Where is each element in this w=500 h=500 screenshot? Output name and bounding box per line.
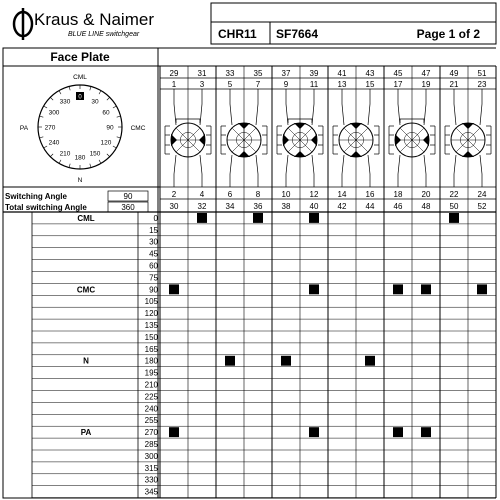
dial-angle-label: 330 [59, 98, 71, 106]
table-row [32, 238, 496, 248]
table-row [32, 356, 496, 367]
angle-label: 75 [149, 273, 158, 283]
contact-closed-mark [421, 284, 431, 294]
table-row [32, 476, 496, 486]
contact-closed-mark [169, 284, 179, 294]
dial-angle-label: 150 [89, 150, 101, 158]
contact-number-top: 23 [477, 80, 487, 89]
terminal-number-top: 35 [253, 69, 263, 78]
angle-label: 135 [144, 321, 158, 330]
table-row [32, 345, 496, 355]
contact-closed-mark [393, 427, 403, 437]
table-row [32, 392, 496, 402]
terminal-number-top: 37 [281, 69, 291, 78]
table-row [32, 213, 496, 224]
terminal-number-bottom: 40 [309, 202, 319, 211]
contact-number-bottom: 14 [337, 190, 347, 199]
contact-closed-mark [169, 427, 179, 437]
table-row [32, 369, 496, 379]
brand-tagline: BLUE LINE switchgear [68, 31, 140, 38]
code-label: SF7664 [276, 27, 319, 41]
angle-label: 345 [144, 487, 158, 497]
model-label: CHR11 [218, 27, 257, 41]
contact-number-top: 21 [449, 80, 459, 89]
terminal-number-bottom: 52 [477, 202, 487, 211]
switching-angle-label: Switching Angle [5, 192, 67, 201]
contact-number-top: 11 [309, 80, 319, 89]
angle-label: 225 [144, 392, 158, 402]
contact-closed-mark [393, 284, 403, 294]
contact-number-top: 17 [393, 80, 403, 89]
dial-position-label: PA [19, 125, 29, 132]
contact-number-top: 5 [227, 80, 233, 89]
table-row [32, 381, 496, 391]
angle-label: 60 [149, 261, 158, 271]
contact-closed-mark [421, 427, 431, 437]
dial-angle-label: 90 [106, 124, 114, 132]
dial-angle-label: 60 [102, 109, 110, 117]
dial-angle-label: 180 [74, 154, 86, 162]
contact-number-top: 19 [421, 80, 431, 89]
face-plate-title: Face Plate [50, 50, 110, 64]
terminal-number-top: 47 [421, 69, 431, 78]
angle-label: 15 [149, 225, 158, 235]
terminal-number-bottom: 44 [365, 202, 375, 211]
terminal-number-top: 49 [449, 69, 459, 78]
table-row [32, 440, 496, 450]
angle-label: 165 [144, 344, 158, 354]
contact-number-bottom: 8 [255, 190, 261, 199]
angle-label: 180 [144, 356, 158, 366]
dial-angle-label: 270 [44, 124, 56, 132]
dial-angle-label: 210 [59, 150, 71, 158]
contact-number-bottom: 10 [281, 190, 291, 199]
terminal-number-bottom: 32 [197, 202, 207, 211]
dial-angle-label: 0 [78, 94, 82, 101]
table-row [32, 427, 496, 438]
switching-angle-value: 90 [123, 192, 133, 201]
contact-closed-mark [281, 356, 291, 366]
contact-closed-mark [449, 213, 459, 223]
contact-number-bottom: 24 [477, 190, 487, 199]
angle-label: 90 [149, 285, 158, 295]
dial-position-label: N [77, 177, 83, 184]
terminal-number-bottom: 30 [169, 202, 179, 211]
terminal-number-bottom: 34 [225, 202, 235, 211]
terminal-number-bottom: 46 [393, 202, 403, 211]
terminal-number-top: 29 [169, 69, 179, 78]
terminal-number-top: 45 [393, 69, 403, 78]
total-switching-angle-label: Total switching Angle [5, 203, 87, 212]
terminal-number-top: 39 [309, 69, 319, 78]
contact-closed-mark [309, 213, 319, 223]
contact-number-top: 13 [337, 80, 347, 89]
table-row [32, 333, 496, 343]
position-label: CMC [76, 285, 96, 295]
contact-number-top: 15 [365, 80, 375, 89]
contact-closed-mark [309, 284, 319, 294]
terminal-number-top: 31 [197, 69, 207, 78]
terminal-number-bottom: 38 [281, 202, 291, 211]
position-label: PA [80, 428, 92, 438]
contact-closed-mark [477, 284, 487, 294]
table-row [32, 452, 496, 462]
dial-position-label: CMC [130, 125, 146, 132]
angle-label: 330 [144, 475, 158, 485]
contact-closed-mark [309, 427, 319, 437]
contact-number-bottom: 20 [421, 190, 431, 199]
table-row [32, 416, 496, 426]
contact-number-bottom: 16 [365, 190, 375, 199]
contact-closed-mark [365, 356, 375, 366]
brand-name: Kraus & Naimer [34, 10, 154, 29]
terminal-number-bottom: 36 [253, 202, 263, 211]
terminal-number-bottom: 42 [337, 202, 347, 211]
angle-label: 120 [144, 309, 158, 319]
contact-number-bottom: 22 [449, 190, 459, 199]
contact-number-bottom: 2 [171, 190, 177, 199]
terminal-number-top: 51 [477, 69, 487, 78]
total-switching-angle-value: 360 [121, 203, 135, 212]
contact-number-bottom: 6 [227, 190, 233, 199]
contact-number-top: 3 [199, 80, 205, 89]
angle-label: 285 [144, 440, 158, 449]
table-row [32, 404, 496, 414]
contact-number-top: 7 [255, 80, 261, 89]
face-plate-dial [20, 74, 146, 184]
table-row [32, 250, 496, 260]
angle-label: 0 [153, 213, 158, 223]
position-label: N [83, 356, 89, 366]
contact-number-top: 1 [171, 80, 177, 89]
terminal-number-bottom: 48 [421, 202, 431, 211]
angle-label: 45 [149, 249, 158, 259]
angle-label: 255 [144, 416, 158, 426]
position-label: CML [77, 213, 95, 223]
contact-number-bottom: 4 [199, 190, 205, 199]
table-row [32, 309, 496, 319]
page-label: Page 1 of 2 [416, 27, 480, 41]
angle-label: 195 [144, 368, 158, 378]
table-row [32, 321, 496, 331]
table-row [32, 464, 496, 474]
contact-number-bottom: 18 [393, 190, 403, 199]
angle-label: 240 [144, 404, 158, 414]
contact-number-top: 9 [283, 80, 289, 89]
terminal-number-bottom: 50 [449, 202, 459, 211]
angle-label: 105 [144, 297, 158, 307]
dial-position-label: CML [73, 74, 87, 81]
angle-label: 150 [144, 332, 158, 342]
table-row [32, 284, 496, 295]
contact-closed-mark [253, 213, 263, 223]
angle-label: 270 [144, 428, 158, 438]
contact-closed-mark [225, 356, 235, 366]
angle-label: 210 [144, 380, 158, 390]
angle-label: 300 [144, 451, 158, 461]
terminal-number-top: 43 [365, 69, 375, 78]
table-row [32, 262, 496, 272]
table-row [32, 273, 496, 283]
terminal-number-top: 41 [337, 69, 347, 78]
dial-angle-label: 120 [100, 139, 112, 147]
dial-angle-label: 300 [48, 109, 60, 117]
dial-angle-label: 30 [91, 98, 99, 106]
angle-label: 315 [144, 463, 158, 473]
table-row [32, 297, 496, 307]
angle-label: 30 [149, 237, 158, 247]
table-row [32, 226, 496, 236]
terminal-number-top: 33 [225, 69, 235, 78]
contact-closed-mark [197, 213, 207, 223]
contact-number-bottom: 12 [309, 190, 319, 199]
dial-angle-label: 240 [48, 139, 60, 147]
table-row [32, 488, 496, 498]
